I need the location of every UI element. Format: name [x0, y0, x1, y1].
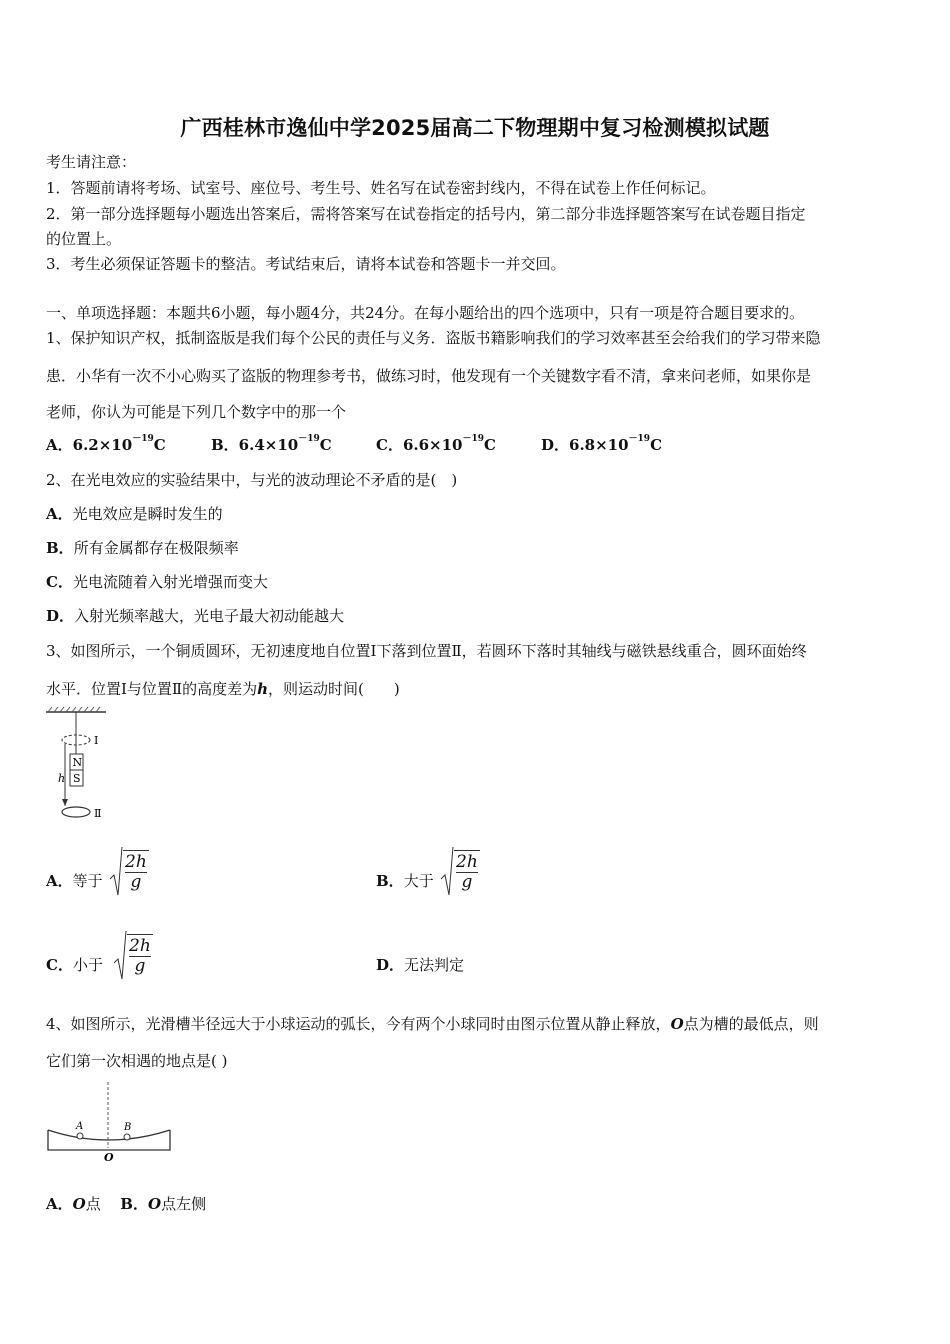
q3-option-c-text: 小于: [72, 956, 103, 974]
q4-stem-line-2: 它们第一次相遇的地点是( ): [46, 1052, 228, 1070]
q1-option-a-exp: －19: [132, 434, 154, 444]
q4-option-a-var: O: [72, 1195, 86, 1213]
q4-option-a-text: 点: [85, 1195, 101, 1213]
q4-option-b-text: 点左侧: [161, 1195, 207, 1213]
q3-option-b: [376, 870, 434, 891]
q1-option-b-exp: －19: [298, 434, 320, 444]
q3-option-b-text: 大于: [403, 872, 434, 890]
q4-stem-line-1: [46, 1013, 819, 1034]
q3-stem-line-1: 3、如图所示，一个铜质圆环，无初速度地自位置Ⅰ下落到位置Ⅱ，若圆环下落时其轴线与磁铁悬线重合，圆环面始终: [46, 642, 807, 660]
figure-label-s: S: [73, 772, 81, 785]
q2-option-b-key: B．: [46, 539, 74, 557]
q4-option-b-key: B．: [120, 1195, 148, 1213]
ball-b-icon: [124, 1134, 130, 1140]
q1-option-c: [376, 434, 496, 455]
notice-item-2: 2．第一部分选择题每小题选出答案后，需将答案写在试卷指定的括号内，第二部分非选择题答案写在试卷题目指定: [46, 205, 806, 223]
page-title: 广西桂林市逸仙中学2025届高二下物理期中复习检测模拟试题: [180, 116, 770, 140]
q2-option-a: [46, 503, 223, 524]
figure-label-h: h: [58, 772, 66, 785]
ball-a-icon: [77, 1133, 83, 1139]
q3-option-d: [376, 954, 464, 975]
q1-option-b-label: B．6.4×10: [211, 436, 299, 454]
figure-label-pos1: Ⅰ: [94, 734, 99, 747]
magnet-ring-figure: [44, 706, 114, 824]
q3-a-num: 2h: [125, 852, 147, 872]
q4-option-b-var: O: [147, 1195, 162, 1213]
q3-option-a-text: 等于: [72, 872, 103, 890]
q3-option-b-formula: [440, 845, 480, 897]
q1-stem-line-1: 1、保护知识产权，抵制盗版是我们每个公民的责任与义务．盗版书籍影响我们的学习效率甚至会给我们的学习带来隐: [46, 329, 821, 347]
q3-c-num: 2h: [129, 936, 151, 956]
q3-stem-pre: 水平．位置Ⅰ与位置Ⅱ的高度差为: [46, 680, 258, 698]
q3-c-den: g: [134, 956, 146, 976]
q1-option-d-unit: C: [650, 436, 663, 454]
q2-option-b: [46, 537, 239, 558]
q4-stem-post: 点为槽的最低点，则: [683, 1015, 819, 1033]
q3-option-c: [46, 954, 103, 975]
q1-option-b-unit: C: [319, 436, 332, 454]
q2-option-d-text: 入射光频率越大，光电子最大初动能越大: [74, 607, 345, 625]
figure-label-b: B: [124, 1122, 132, 1133]
q2-option-a-key: A．: [46, 505, 73, 523]
q3-b-den: g: [461, 872, 473, 892]
q4-stem-pre: 4、如图所示，光滑槽半径远大于小球运动的弧长，今有两个小球同时由图示位置从静止释放，: [46, 1015, 671, 1033]
q2-option-c-text: 光电流随着入射光增强而变大: [72, 573, 268, 591]
figure-label-n: N: [72, 756, 83, 769]
q1-option-a: [46, 434, 166, 455]
q1-option-c-unit: C: [484, 436, 496, 454]
q1-option-d-label: D．6.8×10: [541, 436, 629, 454]
q3-b-num: 2h: [456, 852, 478, 872]
q1-option-c-exp: －19: [462, 434, 485, 444]
q2-option-d-key: D．: [46, 607, 75, 625]
q3-option-a-key: A．: [46, 872, 73, 890]
q1-option-b: [211, 434, 332, 455]
q1-option-d-exp: －19: [628, 434, 651, 444]
q4-options: [46, 1193, 206, 1214]
notice-heading: 考生请注意：: [46, 153, 137, 171]
q1-option-a-label: A．6.2×10: [46, 436, 133, 454]
q1-option-c-label: C．6.6×10: [376, 436, 463, 454]
q3-option-a-formula: [109, 845, 149, 897]
q4-option-a-key: A．: [46, 1195, 73, 1213]
q1-option-a-unit: C: [153, 436, 166, 454]
q3-a-den: g: [130, 872, 142, 892]
figure-label-o: O: [104, 1151, 114, 1164]
q3-stem-line-2: [46, 678, 400, 699]
section-heading: 一、单项选择题：本题共6小题，每小题4分，共24分。在每小题给出的四个选项中，只有一项是符合题目要求的。: [46, 304, 805, 322]
q2-option-d: [46, 605, 344, 626]
q3-option-c-formula: [113, 929, 153, 981]
q2-stem: 2、在光电效应的实验结果中，与光的波动理论不矛盾的是( ): [46, 471, 458, 489]
q2-option-c: [46, 571, 268, 592]
q3-option-c-key: C．: [46, 956, 73, 974]
q2-option-c-key: C．: [46, 573, 73, 591]
notice-item-2-cont: 的位置上。: [46, 230, 122, 248]
notice-item-3: 3．考生必须保证答题卡的整洁。考试结束后，请将本试卷和答题卡一并交回。: [46, 255, 566, 273]
figure-label-pos2: Ⅱ: [94, 807, 102, 820]
q3-option-d-key: D．: [376, 956, 405, 974]
q2-option-b-text: 所有金属都存在极限频率: [73, 539, 239, 557]
figure-label-a: A: [76, 1121, 84, 1132]
q1-stem-line-2: 患．小华有一次不小心购买了盗版的物理参考书，做练习时，他发现有一个关键数字看不清，拿来问老师，如果你是: [46, 367, 812, 385]
q3-stem-var: h: [257, 680, 269, 698]
q2-option-a-text: 光电效应是瞬时发生的: [72, 505, 223, 523]
notice-item-1: 1．答题前请将考场、试室号、座位号、考生号、姓名写在试卷密封线内，不得在试卷上作任何标记。: [46, 179, 716, 197]
groove-figure: [44, 1080, 174, 1164]
q3-option-a: [46, 870, 103, 891]
q1-stem-line-3: 老师，你认为可能是下列几个数字中的那一个: [46, 403, 347, 421]
q1-option-d: [541, 434, 662, 455]
q3-option-d-text: 无法判定: [404, 956, 465, 974]
q4-stem-var: O: [670, 1015, 684, 1033]
q3-option-b-key: B．: [376, 872, 404, 890]
ring-position-2-icon: [62, 807, 90, 817]
q3-stem-post: ，则运动时间( ): [268, 680, 400, 698]
